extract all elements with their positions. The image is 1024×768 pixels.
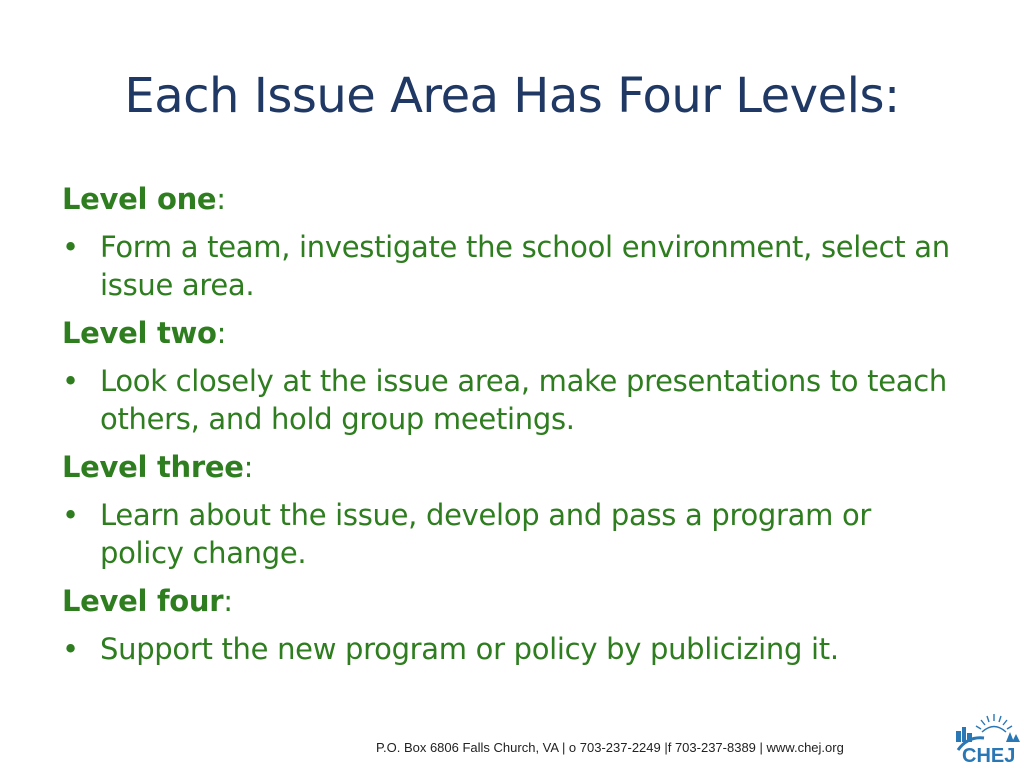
level-four-text: Support the new program or policy by publicizing it. [100,632,839,666]
level-two-heading [62,314,962,352]
level-one-colon: : [216,182,226,216]
bullet-marker: • [62,632,79,666]
level-two-colon: : [216,316,227,350]
bullet-marker: • [62,364,79,398]
level-one-bullet [62,228,962,304]
level-three-text: Learn about the issue, develop and pass a program or policy change. [100,498,872,570]
sun-rays-icon [976,714,1012,732]
levels-list [62,180,962,678]
level-one-heading [62,180,962,218]
level-one-label: Level one [62,182,217,216]
level-three-bullet [62,496,962,572]
level-two-label: Level two [62,316,217,350]
bullet-marker: • [62,230,79,264]
level-four-label: Level four [62,584,224,618]
level-three-heading [62,448,962,486]
level-three-colon: : [243,450,254,484]
level-four-colon: : [223,584,233,618]
chej-logo [954,712,1020,766]
level-one-text: Form a team, investigate the school environment, select an issue area. [100,230,950,302]
level-two-bullet [62,362,962,438]
footer-contact: P.O. Box 6806 Falls Church, VA | o 703-237-2249 |f 703-237-8389 | www.chej.org [376,740,844,755]
level-three-label: Level three [62,450,244,484]
level-two-text: Look closely at the issue area, make presentations to teach others, and hold group meetings. [100,364,947,436]
skyline-icon [956,727,1020,742]
bullet-marker: • [62,498,79,532]
logo-wordmark: CHEJ [962,745,1016,766]
level-four-heading [62,582,962,620]
level-four-bullet [62,630,962,668]
slide-title: Each Issue Area Has Four Levels: [124,68,900,124]
